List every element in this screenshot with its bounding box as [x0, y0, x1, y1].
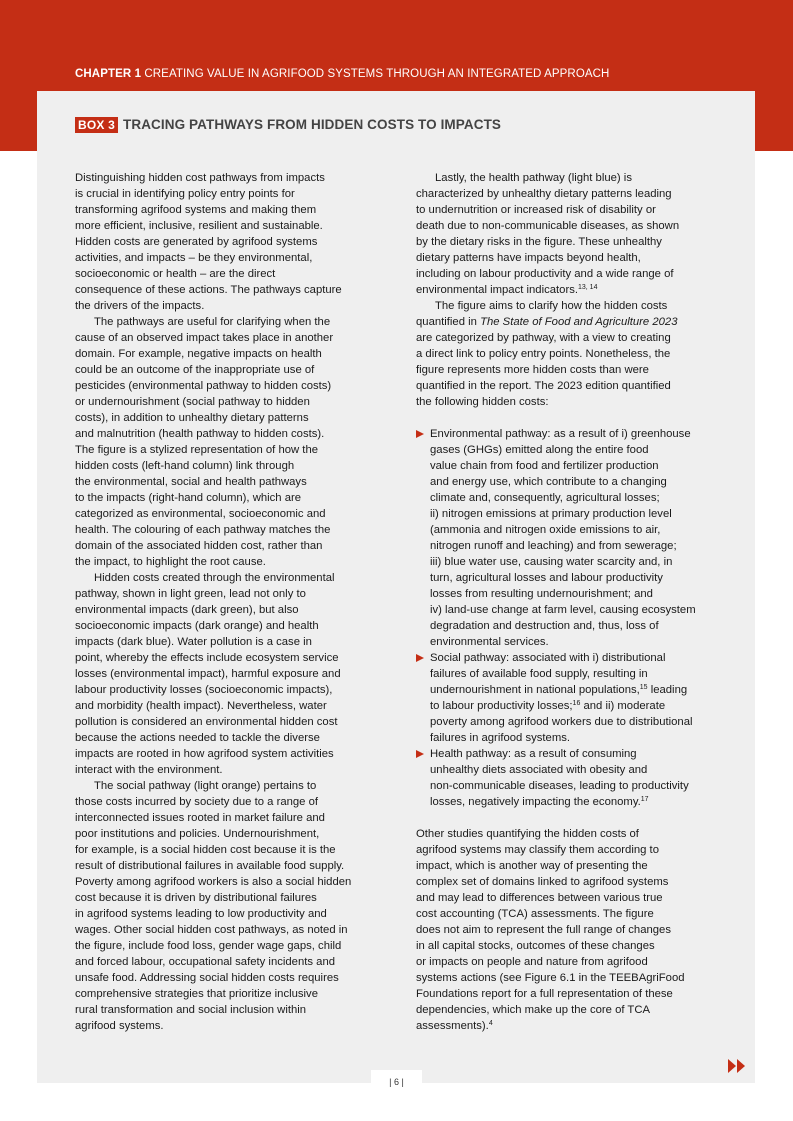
- text-line: could be an outcome of the inappropriate use of: [75, 364, 315, 376]
- text-span: and ii) moderate: [580, 700, 666, 712]
- text-span: leading: [647, 684, 688, 696]
- text-line: failures in agrifood systems.: [430, 732, 571, 744]
- text-line: because the actions needed to tackle the diverse: [75, 732, 320, 744]
- text-line: is crucial in identifying policy entry points for: [75, 188, 295, 200]
- text-line: socioeconomic impacts (dark orange) and health: [75, 620, 319, 632]
- text-line: wages. Other social hidden cost pathways, as noted in: [75, 924, 348, 936]
- text-line: the drivers of the impacts.: [75, 300, 205, 312]
- text-line: or impacts on people and nature from agrifood: [416, 956, 648, 968]
- page-number-box: [371, 1070, 422, 1096]
- box-heading: [75, 116, 501, 134]
- bullet-arrow-icon: [416, 654, 424, 662]
- text-line: The pathways are useful for clarifying when the: [94, 316, 331, 328]
- text-line: Health pathway: as a result of consuming: [430, 748, 637, 760]
- text-line: losses (environmental impact), harmful exposure and: [75, 668, 341, 680]
- text-line: Environmental pathway: as a result of i) greenhouse: [430, 428, 691, 440]
- text-line: poverty among agrifood workers due to distributional: [430, 716, 693, 728]
- left-column: [75, 170, 375, 1034]
- text-line: impact, which is another way of presenting the: [416, 860, 648, 872]
- text-line: The social pathway (light orange) pertains to: [94, 780, 317, 792]
- text-line: domain. For example, negative impacts on health: [75, 348, 322, 360]
- text-line: and malnutrition (health pathway to hidden costs).: [75, 428, 325, 440]
- text-line: dependencies, which make up the core of TCA: [416, 1004, 651, 1016]
- text-line: does not aim to represent the full range of changes: [416, 924, 671, 936]
- text-line: hidden costs (left-hand column) link through: [75, 460, 295, 472]
- text-line: [416, 282, 721, 298]
- text-line: categorized as environmental, socioeconomic and: [75, 508, 326, 520]
- text-line: losses from resulting undernourishment; and: [430, 588, 653, 600]
- footnote-ref: 16: [572, 700, 581, 707]
- text-line: impacts are rooted in how agrifood system activities: [75, 748, 334, 760]
- box-tag: BOX 3: [75, 117, 118, 133]
- text-line: systems actions (see Figure 6.1 in the TEEBAgriFood: [416, 972, 685, 984]
- text-span: losses, negatively impacting the economy.: [430, 796, 641, 808]
- text-line: socioeconomic or health – are the direct: [75, 268, 276, 280]
- text-span: to labour productivity losses;: [430, 700, 573, 712]
- text-line: Hidden costs created through the environmental: [94, 572, 335, 584]
- text-line: turn, agricultural losses and labour productivity: [430, 572, 663, 584]
- text-line: Foundations report for a full representation of these: [416, 988, 673, 1000]
- text-line: [430, 794, 721, 810]
- text-line: unsafe food. Addressing social hidden costs requires: [75, 972, 339, 984]
- text-line: iv) land-use change at farm level, causing ecosystem: [430, 604, 696, 616]
- bullet-arrow-icon: [416, 750, 424, 758]
- text-line: pesticides (environmental pathway to hidden costs): [75, 380, 332, 392]
- text-line: including on labour productivity and a wide range of: [416, 268, 674, 280]
- text-line: by the dietary risks in the figure. These unhealthy: [416, 236, 662, 248]
- text-line: The figure is a stylized representation of how the: [75, 444, 319, 456]
- text-span: undernourishment in national populations,: [430, 684, 640, 696]
- text-line: death due to non-communicable diseases, as shown: [416, 220, 680, 232]
- text-line: [430, 682, 721, 698]
- footnote-ref: 4: [488, 1020, 493, 1027]
- footnote-ref: 13, 14: [578, 284, 598, 291]
- bullet-health: [416, 746, 721, 810]
- text-line: the figure, include food loss, gender wage gaps, child: [75, 940, 342, 952]
- text-line: for example, is a social hidden cost because it is the: [75, 844, 336, 856]
- text-line: non-communicable diseases, leading to productivity: [430, 780, 689, 792]
- footnote-ref: 17: [640, 796, 649, 803]
- text-line: the impact, to highlight the root cause.: [75, 556, 266, 568]
- chapter-title: CREATING VALUE IN AGRIFOOD SYSTEMS THROUGH AN INTEGRATED APPROACH: [144, 68, 610, 80]
- text-line: result of distributional failures in available food supply.: [75, 860, 345, 872]
- text-line: environmental impacts (dark green), but also: [75, 604, 299, 616]
- text-line: failures of available food supply, resulting in: [430, 668, 648, 680]
- text-line: cause of an observed impact takes place in another: [75, 332, 334, 344]
- text-line: [416, 314, 721, 330]
- text-line: Distinguishing hidden cost pathways from impacts: [75, 172, 325, 184]
- text-line: agrifood systems may classify them according to: [416, 844, 659, 856]
- text-span: quantified in: [416, 316, 481, 328]
- text-line: pollution is considered an environmental hidden cost: [75, 716, 338, 728]
- text-line: Other studies quantifying the hidden costs of: [416, 828, 639, 840]
- text-line: degradation and destruction and, thus, loss of: [430, 620, 659, 632]
- text-line: the environmental, social and health pathways: [75, 476, 307, 488]
- text-line: and energy use, which contribute to a changing: [430, 476, 667, 488]
- right-column: [416, 170, 721, 1034]
- text-line: agrifood systems.: [75, 1020, 164, 1032]
- text-line: comprehensive strategies that prioritize inclusive: [75, 988, 318, 1000]
- text-line: activities, and impacts – be they environmental,: [75, 252, 313, 264]
- bullet-social: [416, 650, 721, 746]
- text-line: complex set of domains linked to agrifood systems: [416, 876, 669, 888]
- text-span: assessments).: [416, 1020, 489, 1032]
- text-line: nitrogen runoff and leaching) and from sewerage;: [430, 540, 677, 552]
- text-line: poor institutions and policies. Undernourishment,: [75, 828, 320, 840]
- text-line: iii) blue water use, causing water scarcity and, in: [430, 556, 673, 568]
- text-line: [416, 1018, 721, 1034]
- bullet-environmental: [416, 426, 721, 650]
- text-span: environmental impact indicators.: [416, 284, 578, 296]
- text-line: and morbidity (health impact). Nevertheless, water: [75, 700, 327, 712]
- chapter-label: CHAPTER 1: [75, 68, 142, 80]
- text-line: impacts (dark blue). Water pollution is a case in: [75, 636, 312, 648]
- text-line: costs), in addition to unhealthy dietary patterns: [75, 412, 309, 424]
- text-line: those costs incurred by society due to a range of: [75, 796, 319, 808]
- text-line: Poverty among agrifood workers is also a social hidden: [75, 876, 352, 888]
- text-line: consequence of these actions. The pathways capture: [75, 284, 342, 296]
- text-line: in agrifood systems leading to low productivity and: [75, 908, 327, 920]
- text-line: in all capital stocks, outcomes of these changes: [416, 940, 655, 952]
- text-line: a direct link to policy entry points. Nonetheless, the: [416, 348, 671, 360]
- text-line: are categorized by pathway, with a view to creating: [416, 332, 671, 344]
- text-line: quantified in the report. The 2023 edition quantified: [416, 380, 671, 392]
- text-line: health. The colouring of each pathway matches the: [75, 524, 331, 536]
- text-line: (ammonia and nitrogen oxide emissions to air,: [430, 524, 661, 536]
- text-line: pathway, shown in light green, lead not only to: [75, 588, 306, 600]
- text-line: dietary patterns have impacts beyond health,: [416, 252, 641, 264]
- text-line: Social pathway: associated with i) distributional: [430, 652, 666, 664]
- text-line: the following hidden costs:: [416, 396, 549, 408]
- text-line: and may lead to differences between various true: [416, 892, 663, 904]
- text-line: more efficient, inclusive, resilient and sustainable.: [75, 220, 323, 232]
- text-line: or undernourishment (social pathway to hidden: [75, 396, 310, 408]
- text-line: characterized by unhealthy dietary patterns leading: [416, 188, 672, 200]
- text-line: and forced labour, occupational safety incidents and: [75, 956, 336, 968]
- text-line: gases (GHGs) emitted along the entire food: [430, 444, 649, 456]
- box-title: TRACING PATHWAYS FROM HIDDEN COSTS TO IMPACTS: [123, 117, 502, 133]
- text-line: environmental services.: [430, 636, 549, 648]
- text-line: to undernutrition or increased risk of disability or: [416, 204, 656, 216]
- text-line: figure represents more hidden costs than were: [416, 364, 649, 376]
- text-line: [430, 698, 721, 714]
- text-line: labour productivity losses (socioeconomic impacts),: [75, 684, 333, 696]
- text-line: point, whereby the effects include ecosystem service: [75, 652, 339, 664]
- text-line: interconnected issues rooted in market failure and: [75, 812, 325, 824]
- text-line: value chain from food and fertilizer production: [430, 460, 659, 472]
- text-line: unhealthy diets associated with obesity and: [430, 764, 648, 776]
- page-number: | 6 |: [389, 1077, 404, 1087]
- chapter-heading: [75, 68, 609, 80]
- text-line: domain of the associated hidden cost, rather than: [75, 540, 323, 552]
- text-line: cost because it is driven by distributional failures: [75, 892, 317, 904]
- text-line: transforming agrifood systems and making them: [75, 204, 317, 216]
- text-line: The figure aims to clarify how the hidden costs: [435, 300, 668, 312]
- publication-title: The State of Food and Agriculture 2023: [480, 316, 678, 328]
- text-line: rural transformation and social inclusion within: [75, 1004, 307, 1016]
- text-line: ii) nitrogen emissions at primary production level: [430, 508, 672, 520]
- bullet-arrow-icon: [416, 430, 424, 438]
- text-line: climate and, consequently, agricultural losses;: [430, 492, 660, 504]
- double-chevron-right-icon[interactable]: [728, 1059, 746, 1073]
- text-line: Hidden costs are generated by agrifood systems: [75, 236, 318, 248]
- text-line: to the impacts (right-hand column), which are: [75, 492, 302, 504]
- text-line: Lastly, the health pathway (light blue) is: [435, 172, 632, 184]
- footnote-ref: 15: [639, 684, 648, 691]
- text-line: interact with the environment.: [75, 764, 223, 776]
- text-line: cost accounting (TCA) assessments. The figure: [416, 908, 654, 920]
